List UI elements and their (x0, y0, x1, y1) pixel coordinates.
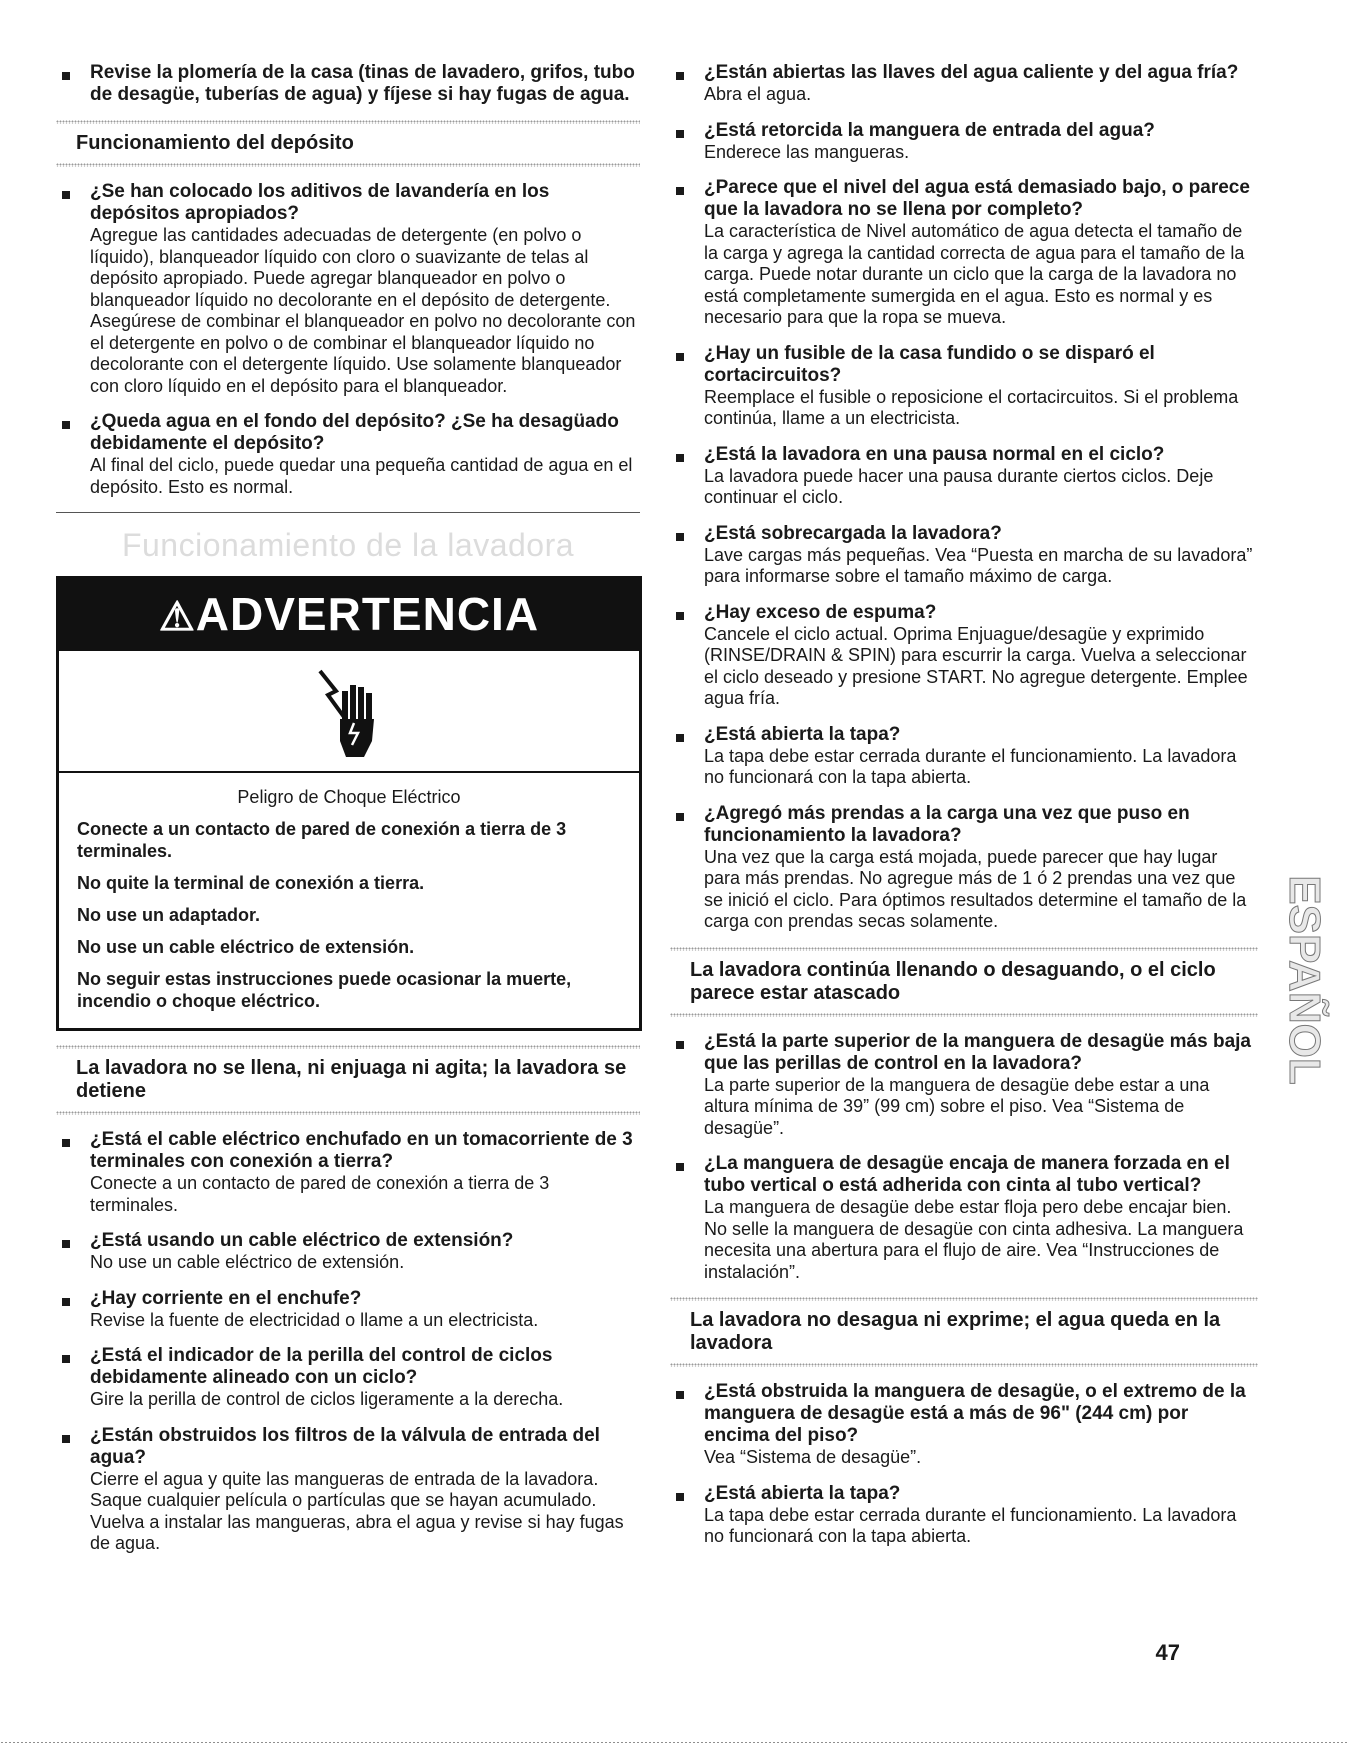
bullet-icon (676, 734, 684, 742)
warning-line: No quite la terminal de conexión a tierra. (77, 873, 425, 893)
side-tab-graphic (1262, 875, 1329, 1085)
question: ¿Está abierta la tapa? (704, 1482, 901, 1504)
bullet-icon (676, 72, 684, 80)
bullet-icon (676, 1041, 684, 1049)
answer: La característica de Nivel automático de agua detecta el tamaño de la carga y agrega la cantidad correcta de agua para el tamaño de la carga. Puede notar durante un ciclo que la carga de la lavadora no está completamente sumergida en el agua. Esto es normal y es necesario para que la ropa se mueva. (704, 221, 1245, 327)
page-number: 47 (1155, 1640, 1180, 1665)
answer: Conecte a un contacto de pared de conexión a tierra de 3 terminales. (90, 1173, 550, 1215)
bullet-icon (62, 1355, 70, 1363)
list-item (56, 1345, 640, 1411)
bullet-icon (676, 1163, 684, 1171)
answer: Cierre el agua y quite las mangueras de entrada de la lavadora. Saque cualquier película o partículas que se hayan acumulado. Vuelva a instalar las mangueras, abra el agua y revise si hay fugas de agua. (90, 1468, 624, 1553)
list-item (670, 803, 1258, 933)
bullet-icon (62, 1240, 70, 1248)
answer: Gire la perilla de control de ciclos ligeramente a la derecha. (90, 1389, 564, 1409)
answer: La parte superior de la manguera de desagüe debe estar a una altura mínima de 39” (99 cm) sobre el piso. Vea “Sistema de desagüe”. (704, 1074, 1210, 1138)
list-item (670, 120, 1258, 164)
answer: Reemplace el fusible o reposicione el cortacircuitos. Si el problema continúa, llame a un electricista. (704, 386, 1239, 428)
question: ¿Queda agua en el fondo del depósito? ¿Se ha desagüado debidamente el depósito? (90, 411, 619, 454)
question: ¿Está la parte superior de la manguera de desagüe más baja que las perillas de control en la lavadora? (704, 1030, 1251, 1074)
question: ¿Está sobrecargada la lavadora? (704, 522, 1002, 544)
answer: Al final del ciclo, puede quedar una pequeña cantidad de agua en el depósito. Esto es normal. (90, 455, 633, 497)
warning-line: Conecte a un contacto de pared de conexión a tierra de 3 terminales. (77, 819, 567, 861)
electric-shock-hand-icon (314, 661, 384, 761)
question: Revise la plomería de la casa (tinas de lavadero, grifos, tubo de desagüe, tuberías de agua) y fíjese si hay fugas de agua. (90, 62, 635, 105)
question: ¿Está retorcida la manguera de entrada del agua? (704, 119, 1155, 141)
section-title: La lavadora no desagua ni exprime; el agua queda en la lavadora (690, 1309, 1221, 1354)
question: ¿Están abiertas las llaves del agua caliente y del agua fría? (704, 62, 1239, 83)
bullet-icon (62, 421, 70, 429)
list-item (670, 62, 1258, 106)
question: ¿Agregó más prendas a la carga una vez que puso en funcionamiento la lavadora? (704, 802, 1190, 846)
list-item (56, 1230, 640, 1274)
warning-line: No use un adaptador. (77, 905, 261, 925)
question: ¿La manguera de desagüe encaja de manera forzada en el tubo vertical o está adherida con cinta al tubo vertical? (704, 1153, 1230, 1196)
answer: Abra el agua. (704, 84, 812, 104)
dotted-divider (56, 1045, 640, 1049)
answer: La lavadora puede hacer una pausa durante ciertos ciclos. Deje continuar el ciclo. (704, 465, 1214, 507)
bullet-icon (676, 454, 684, 462)
list-item (670, 1153, 1258, 1283)
question: ¿Hay exceso de espuma? (704, 601, 937, 623)
warning-line: No seguir estas instrucciones puede ocasionar la muerte, incendio o choque eléctrico. (77, 969, 572, 1011)
question: ¿Está obstruida la manguera de desagüe, o el extremo de la manguera de desagüe está a más de 96" (244 cm) por encima del piso? (704, 1381, 1246, 1446)
list-item (56, 1288, 640, 1332)
question: ¿Está el cable eléctrico enchufado en un tomacorriente de 3 terminales con conexión a tierra? (90, 1129, 633, 1172)
question: ¿Parece que el nivel del agua está demasiado bajo, o parece que la lavadora no se llena por completo? (704, 177, 1250, 220)
dotted-divider (56, 163, 640, 167)
bullet-icon (62, 72, 70, 80)
bullet-icon (676, 813, 684, 821)
answer: Una vez que la carga está mojada, puede parecer que hay lugar para más prendas. No agregue más de 1 ó 2 prendas una vez que se inició el ciclo. Para óptimos resultados determine el tamaño de la carga con prendas secas solamente. (704, 846, 1247, 931)
list-item (670, 1483, 1258, 1548)
answer: La manguera de desagüe debe estar floja pero debe encajar bien. No selle la manguera de desagüe con cinta adhesiva. La manguera necesita una abertura para el flujo de aire. Vea “Instrucciones de instalación”. (704, 1197, 1244, 1282)
warning-line: No use un cable eléctrico de extensión. (77, 937, 415, 957)
list-item (670, 444, 1258, 509)
dotted-divider (670, 1013, 1258, 1017)
list-item (56, 181, 640, 397)
warning-box (56, 576, 642, 1031)
list-item (56, 411, 640, 498)
answer: Vea “Sistema de desagüe”. (704, 1447, 922, 1467)
bullet-icon (62, 1298, 70, 1306)
chapter-title: Funcionamiento de la lavadora (121, 527, 575, 563)
list-item (670, 343, 1258, 430)
bullet-icon (62, 1435, 70, 1443)
list-item (56, 1129, 640, 1216)
question: ¿Está la lavadora en una pausa normal en el ciclo? (704, 443, 1165, 465)
dotted-divider (670, 1363, 1258, 1367)
answer: Lave cargas más pequeñas. Vea “Puesta en marcha de su lavadora” para informarse sobre el tamaño máximo de carga. (704, 544, 1253, 586)
bullet-icon (676, 1391, 684, 1399)
list-item (56, 62, 640, 106)
answer: Cancele el ciclo actual. Oprima Enjuague/desagüe y exprimido (RINSE/DRAIN & SPIN) para escurrir la carga. Vuelva a seleccionar el ciclo deseado y presione START. No agregue detergente. Emplee agua fría. (704, 623, 1248, 708)
bullet-icon (676, 353, 684, 361)
language-side-tab (1262, 875, 1329, 1085)
warning-header: ⚠ADVERTENCIA (59, 579, 639, 651)
warning-body (59, 773, 639, 1028)
bottom-edge-dots (0, 1741, 1348, 1744)
answer: No use un cable eléctrico de extensión. (90, 1252, 405, 1272)
left-column (56, 62, 640, 1569)
bullet-icon (676, 533, 684, 541)
right-column (670, 62, 1258, 1562)
question: ¿Se han colocado los aditivos de lavandería en los depósitos apropiados? (90, 181, 550, 224)
dotted-divider (56, 120, 640, 124)
list-item (56, 1425, 640, 1555)
dotted-divider (670, 1297, 1258, 1301)
warning-triangle-icon: ⚠ (158, 595, 196, 639)
section-title: La lavadora continúa llenando o desaguando, o el ciclo parece estar atascado (690, 958, 1216, 1004)
question: ¿Está usando un cable eléctrico de extensión? (90, 1230, 514, 1251)
section-title: La lavadora no se llena, ni enjuaga ni agita; la lavadora se detiene (76, 1057, 627, 1102)
question: ¿Hay corriente en el enchufe? (90, 1287, 362, 1309)
list-item (670, 602, 1258, 710)
list-item (670, 1381, 1258, 1469)
question: ¿Está el indicador de la perilla del control de ciclos debidamente alineado con un ciclo? (90, 1345, 553, 1388)
bullet-icon (676, 130, 684, 138)
dotted-divider (670, 947, 1258, 951)
section-title: Funcionamiento del depósito (76, 132, 354, 154)
answer: La tapa debe estar cerrada durante el funcionamiento. La lavadora no funcionará con la tapa abierta. (704, 1504, 1237, 1546)
bullet-icon (676, 1493, 684, 1501)
answer: Revise la fuente de electricidad o llame a un electricista. (90, 1309, 539, 1330)
bullet-icon (62, 191, 70, 199)
shock-hazard-icon (59, 651, 639, 773)
dotted-divider (56, 1111, 640, 1115)
side-tab-text: ESPAÑOL (1280, 875, 1329, 1085)
answer: Agregue las cantidades adecuadas de detergente (en polvo o líquido), blanqueador líquido con cloro o suavizante de telas al depósito apropiado. Puede agregar blanqueador en polvo o blanqueador líquido no decolorante en el depósito de detergente. Asegúrese de combinar el blanqueador en polvo no decolorante con el detergente en polvo o de combinar el blanqueador líquido no decolorante con el detergente líquido. Use solamente blanqueador con cloro líquido en el depósito para el blanqueador. (90, 225, 636, 396)
list-item (670, 177, 1258, 329)
bullet-icon (62, 1139, 70, 1147)
list-item (670, 724, 1258, 789)
bullet-icon (676, 612, 684, 620)
question: ¿Hay un fusible de la casa fundido o se disparó el cortacircuitos? (704, 342, 1155, 386)
section-rule (56, 512, 640, 513)
question: ¿Están obstruidos los filtros de la válvula de entrada del agua? (90, 1424, 600, 1468)
list-item (670, 1031, 1258, 1140)
list-item (670, 523, 1258, 588)
bullet-icon (676, 187, 684, 195)
question: ¿Está abierta la tapa? (704, 723, 901, 745)
answer: La tapa debe estar cerrada durante el funcionamiento. La lavadora no funcionará con la tapa abierta. (704, 745, 1237, 787)
warning-title: Peligro de Choque Eléctrico (237, 787, 461, 807)
answer: Enderece las mangueras. (704, 141, 910, 162)
